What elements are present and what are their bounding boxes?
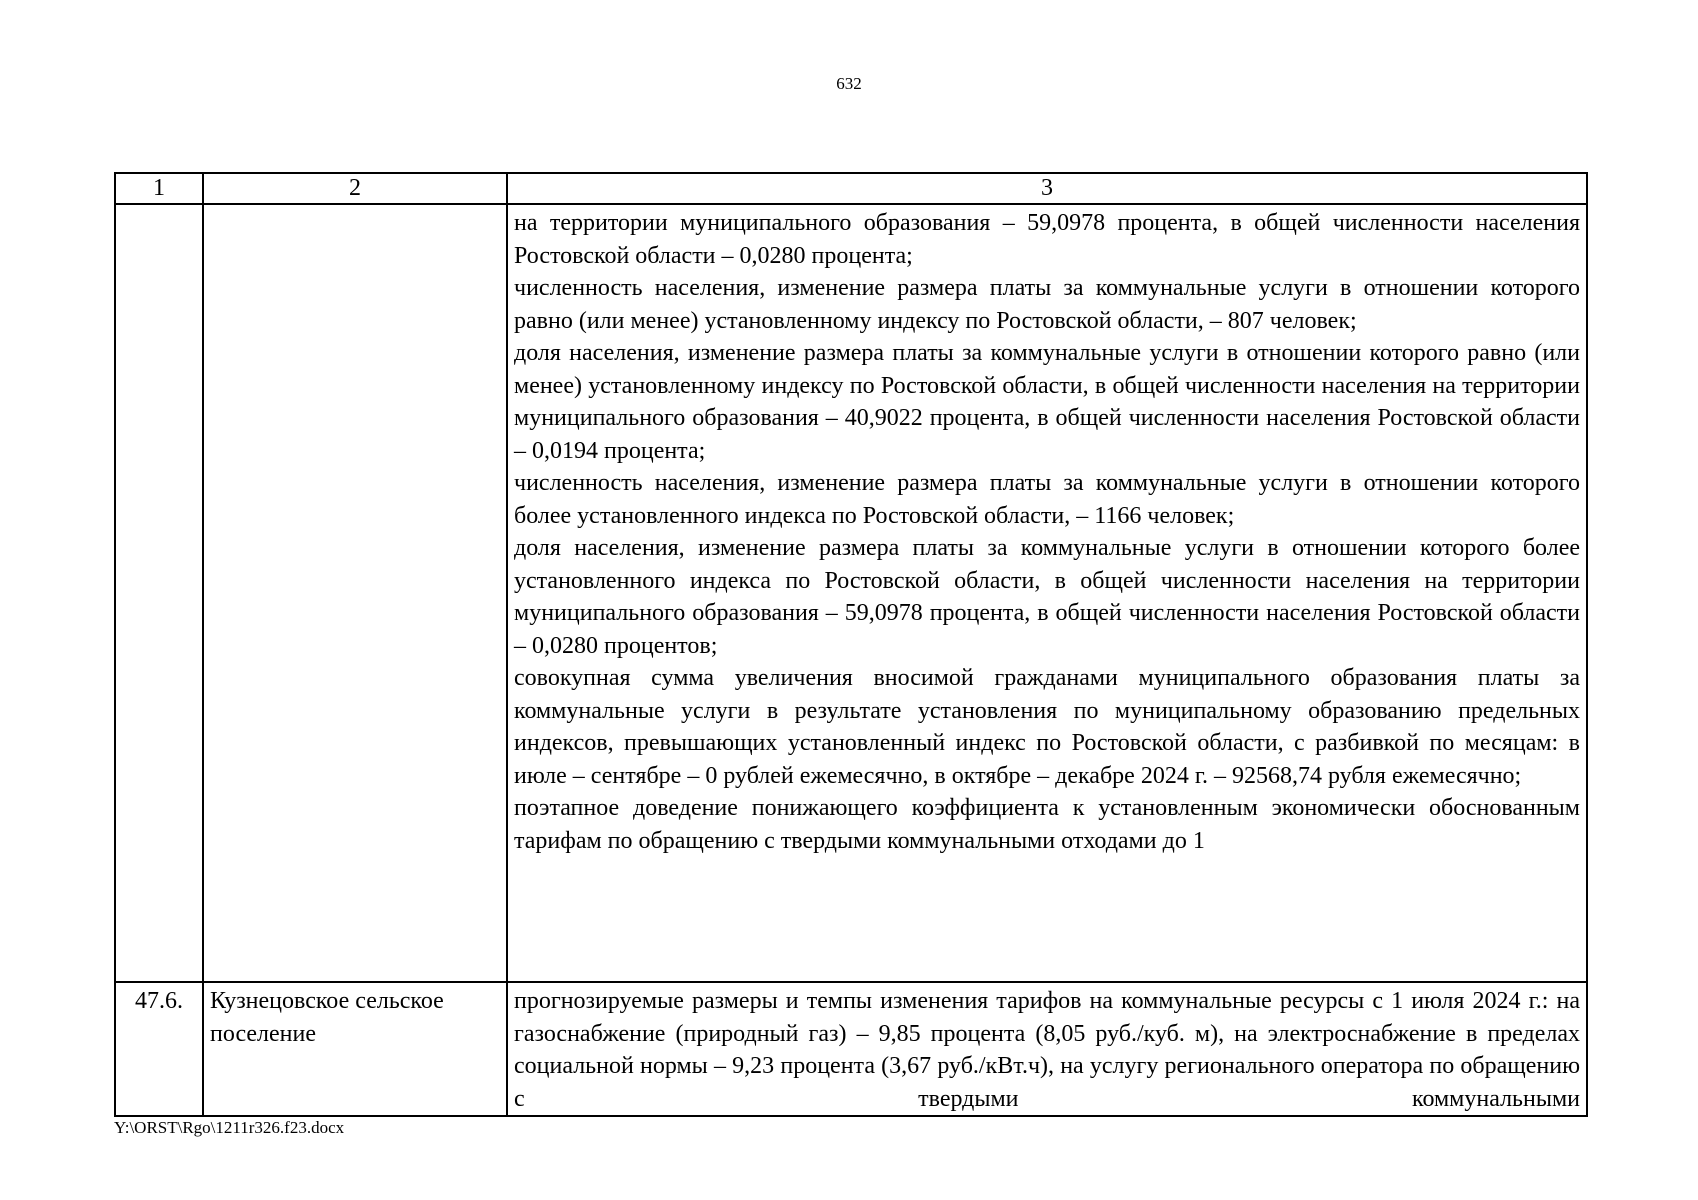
table-row bbox=[115, 204, 1587, 982]
page-number: 632 bbox=[836, 74, 862, 93]
header-cell-2: 2 bbox=[203, 173, 507, 204]
row-number-cell: 47.6. bbox=[115, 982, 203, 1116]
description-cell bbox=[507, 982, 1587, 1116]
document-table bbox=[114, 172, 1588, 1117]
paragraph: численность населения, изменение размера платы за коммунальные услуги в отношении которого равно (или менее) установленному индексу по Ростовской области, – 807 человек; bbox=[514, 275, 1580, 334]
paragraph: доля населения, изменение размера платы за коммунальные услуги в отношении которого равно (или менее) установленному индексу по Ростовской области, в общей численности населения на территории муниципального образования – 40,9022 процента, в общей численности населения Ростовской области – 0,0194 процента; bbox=[514, 340, 1580, 464]
header-cell-3: 3 bbox=[507, 173, 1587, 204]
table-header-row bbox=[115, 173, 1587, 204]
paragraph: прогнозируемые размеры и темпы изменения тарифов на коммунальные ресурсы с 1 июля 2024 г.: на газоснабжение (природный газ) – 9,85 процента (8,05 руб./куб. м), на электроснабжение в пределах социальной нормы – 9,23 процента (3,67 руб./кВт.ч), на услугу регионального оператора по обращению с твердыми коммунальными bbox=[514, 988, 1580, 1112]
paragraph: доля населения, изменение размера платы за коммунальные услуги в отношении которого более установленного индекса по Ростовской области, в общей численности населения на территории муниципального образования – 59,0978 процента, в общей численности населения Ростовской области – 0,0280 процентов; bbox=[514, 535, 1580, 659]
paragraph: совокупная сумма увеличения вносимой гражданами муниципального образования платы за коммунальные услуги в результате установления по муниципальному образованию предельных индексов, превышающих установленный индекс по Ростовской области, с разбивкой по месяцам: в июле – сентябре – 0 рублей ежемесячно, в октябре – декабре 2024 г. – 92568,74 рубля ежемесячно; bbox=[514, 665, 1580, 789]
row-number-cell bbox=[115, 204, 203, 982]
settlement-name-cell: Кузнецовское сельское поселение bbox=[203, 982, 507, 1116]
paragraph: на территории муниципального образования – 59,0978 процента, в общей численности населения Ростовской области – 0,0280 процента; bbox=[514, 210, 1580, 269]
settlement-name-cell bbox=[203, 204, 507, 982]
file-path-footer: Y:\ORST\Rgo\1211r326.f23.docx bbox=[114, 1118, 345, 1137]
table-row bbox=[115, 982, 1587, 1116]
header-cell-1: 1 bbox=[115, 173, 203, 204]
paragraph: поэтапное доведение понижающего коэффициента к установленным экономически обоснованным тарифам по обращению с твердыми коммунальными отходами до 1 bbox=[514, 795, 1580, 854]
paragraph: численность населения, изменение размера платы за коммунальные услуги в отношении которого более установленного индекса по Ростовской области, – 1166 человек; bbox=[514, 470, 1580, 529]
description-cell bbox=[507, 204, 1587, 982]
